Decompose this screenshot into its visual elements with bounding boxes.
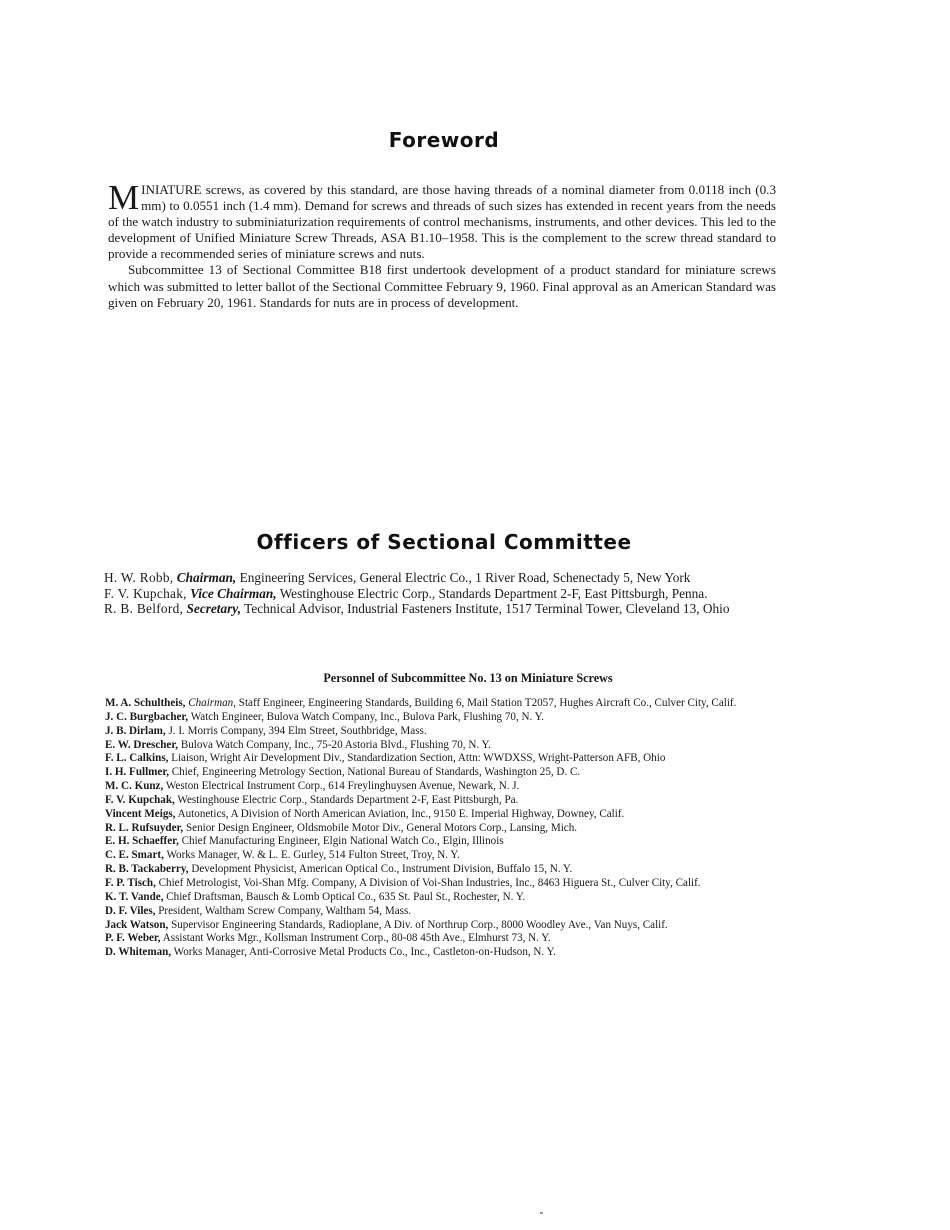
personnel-detail: Westinghouse Electric Corp., Standards Department 2-F, East Pittsburgh, Pa. — [177, 793, 519, 806]
personnel-list — [105, 697, 795, 960]
personnel-name: K. T. Vande, — [105, 890, 164, 903]
personnel-detail: Watch Engineer, Bulova Watch Company, Inc., Bulova Park, Flushing 70, N. Y. — [190, 710, 545, 723]
personnel-detail: Bulova Watch Company, Inc., 75-20 Astoria Blvd., Flushing 70, N. Y. — [180, 738, 491, 751]
personnel-entry — [105, 919, 795, 933]
personnel-detail: Assistant Works Mgr., Kollsman Instrument Corp., 80-08 45th Ave., Elmhurst 73, N. Y. — [162, 932, 551, 945]
foreword-paragraph-1 — [108, 178, 776, 262]
personnel-entry — [105, 766, 795, 780]
officer-entry — [104, 586, 784, 602]
scan-speck — [540, 1212, 543, 1214]
drop-cap: M — [108, 178, 140, 217]
personnel-name: Jack Watson, — [105, 918, 169, 931]
personnel-name: I. H. Fullmer, — [105, 766, 169, 779]
personnel-entry — [105, 835, 795, 849]
foreword-paragraph-2: Subcommittee 13 of Sectional Committee B18 first undertook development of a product standard for miniature screws which was submitted to letter ballot of the Sectional Committee February 9, 1960. Final approval as an American Standard was given on February 20, 1961. Standards for nuts are in process of development. — [108, 262, 776, 310]
officer-detail: Technical Advisor, Industrial Fasteners Institute, 1517 Terminal Tower, Cleveland 13, Ohio — [244, 601, 730, 617]
personnel-detail: Autonetics, A Division of North American Aviation, Inc., 9150 E. Imperial Highway, Downey, Calif. — [177, 807, 625, 820]
personnel-name: R. L. Rufsuyder, — [105, 821, 184, 834]
personnel-entry — [105, 725, 795, 739]
foreword-paragraph-1-text: INIATURE screws, as covered by this standard, are those having threads of a nominal diameter from 0.0118 inch (0.3 mm) to 0.0551 inch (1.4 mm). Demand for screws and threads of such sizes has extended in recent years from the needs of the watch industry to subminiaturization requirements of control mechanisms, instruments, and other devices. This led to the development of Unified Miniature Screw Threads, ASA B1.10–1958. This is the complement to the screw thread standard to provide a recommended series of miniature screws and nuts. — [108, 182, 776, 262]
officer-detail: Westinghouse Electric Corp., Standards Department 2-F, East Pittsburgh, Penna. — [279, 585, 708, 601]
personnel-detail: Chief Manufacturing Engineer, Elgin National Watch Co., Elgin, Illinois — [181, 835, 504, 848]
subcommittee-title: Personnel of Subcommittee No. 13 on Miniature Screws — [323, 671, 613, 685]
officer-role: Vice Chairman, — [190, 585, 277, 601]
personnel-name: R. B. Tackaberry, — [105, 863, 189, 876]
foreword-body — [108, 178, 776, 311]
officer-name: F. V. Kupchak, — [104, 585, 187, 601]
personnel-entry — [105, 711, 795, 725]
personnel-detail: Development Physicist, American Optical Co., Instrument Division, Buffalo 15, N. Y. — [191, 863, 573, 876]
personnel-entry — [105, 780, 795, 794]
personnel-detail: Weston Electrical Instrument Corp., 614 Freylinghuysen Avenue, Newark, N. J. — [165, 780, 520, 793]
officers-title: Officers of Sectional Committee — [256, 530, 632, 554]
personnel-detail: Chief Metrologist, Voi-Shan Mfg. Company, A Division of Voi-Shan Industries, Inc., 8463 Higuera St., Culver City, Calif. — [158, 876, 701, 889]
personnel-entry — [105, 863, 795, 877]
personnel-name: J. B. Dirlam, — [105, 724, 166, 737]
personnel-detail: Works Manager, Anti-Corrosive Metal Products Co., Inc., Castleton-on-Hudson, N. Y. — [173, 946, 556, 959]
personnel-entry — [105, 697, 795, 711]
personnel-name: D. F. Viles, — [105, 904, 156, 917]
personnel-name: E. H. Schaeffer, — [105, 835, 179, 848]
personnel-entry — [105, 946, 795, 960]
personnel-detail: J. I. Morris Company, 394 Elm Street, Southbridge, Mass. — [168, 724, 427, 737]
personnel-detail: Liaison, Wright Air Development Div., Standardization Section, Attn: WWDXSS, Wright-Patterson AFB, Ohio — [171, 752, 666, 765]
personnel-entry — [105, 752, 795, 766]
personnel-detail: Supervisor Engineering Standards, Radioplane, A Div. of Northrup Corp., 8000 Woodley Ave., Van Nuys, Calif. — [171, 918, 668, 931]
personnel-entry — [105, 891, 795, 905]
personnel-name: M. A. Schultheis, — [105, 697, 186, 709]
personnel-entry — [105, 905, 795, 919]
personnel-entry — [105, 877, 795, 891]
personnel-name: D. Whiteman, — [105, 946, 172, 959]
personnel-name: Vincent Meigs, — [105, 807, 176, 820]
personnel-name: M. C. Kunz, — [105, 780, 164, 793]
officer-entry — [104, 601, 784, 617]
officer-name: H. W. Robb, — [104, 570, 174, 585]
foreword-title: Foreword — [388, 128, 500, 152]
officer-entry — [104, 570, 784, 586]
personnel-entry — [105, 808, 795, 822]
personnel-name: F. V. Kupchak, — [105, 793, 175, 806]
personnel-name: F. P. Tisch, — [105, 876, 156, 889]
officer-role: Chairman, — [176, 570, 237, 585]
officer-name: R. B. Belford, — [104, 601, 184, 617]
officer-role: Secretary, — [186, 601, 242, 617]
personnel-name: E. W. Drescher, — [105, 738, 179, 751]
personnel-title: Chairman, — [188, 697, 237, 709]
personnel-name: C. E. Smart, — [105, 849, 164, 862]
personnel-entry — [105, 849, 795, 863]
personnel-detail: Chief, Engineering Metrology Section, National Bureau of Standards, Washington 25, D. C. — [171, 766, 581, 779]
personnel-entry — [105, 932, 795, 946]
personnel-detail: Chief Draftsman, Bausch & Lomb Optical Co., 635 St. Paul St., Rochester, N. Y. — [166, 890, 526, 903]
personnel-detail: President, Waltham Screw Company, Waltham 54, Mass. — [158, 904, 412, 917]
personnel-detail: Senior Design Engineer, Oldsmobile Motor Div., General Motors Corp., Lansing, Mich. — [185, 821, 578, 834]
personnel-name: F. L. Calkins, — [105, 752, 169, 765]
personnel-detail: Staff Engineer, Engineering Standards, Building 6, Mail Station T2057, Hughes Aircraft Co., Culver City, Calif. — [238, 697, 737, 709]
personnel-entry — [105, 739, 795, 753]
personnel-detail: Works Manager, W. & L. E. Gurley, 514 Fulton Street, Troy, N. Y. — [166, 849, 460, 862]
officer-detail: Engineering Services, General Electric Co., 1 River Road, Schenectady 5, New York — [239, 570, 691, 585]
personnel-entry — [105, 822, 795, 836]
personnel-name: P. F. Weber, — [105, 932, 161, 945]
personnel-name: J. C. Burgbacher, — [105, 710, 189, 723]
personnel-entry — [105, 794, 795, 808]
officers-list — [104, 570, 784, 617]
